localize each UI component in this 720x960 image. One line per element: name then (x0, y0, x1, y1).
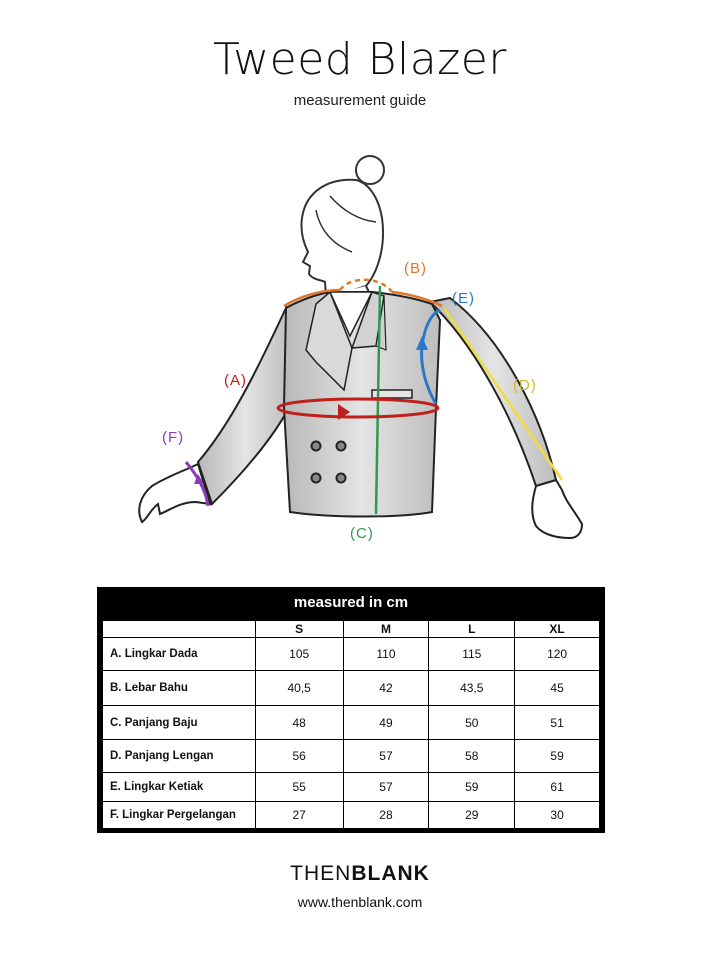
cell-value: 29 (429, 802, 515, 829)
cell-value: 43,5 (429, 671, 515, 706)
label-a: (A) (224, 372, 247, 389)
size-header-m: M (343, 621, 429, 638)
row-label: D. Panjang Lengan (103, 740, 256, 773)
brand-part-2: BLANK (351, 862, 430, 885)
cell-value: 45 (515, 671, 600, 706)
cell-value: 59 (515, 740, 600, 773)
cell-value: 42 (343, 671, 429, 706)
cell-value: 105 (255, 638, 343, 671)
cell-value: 51 (515, 706, 600, 740)
cell-value: 40,5 (255, 671, 343, 706)
row-label: C. Panjang Baju (103, 706, 256, 740)
label-d: (D) (513, 377, 537, 394)
page-title: Tweed Blazer (213, 34, 507, 85)
measure-line-d (444, 308, 562, 480)
table-row (103, 773, 600, 802)
cell-value: 120 (515, 638, 600, 671)
brand-part-1: THEN (290, 862, 352, 885)
cell-value: 48 (255, 706, 343, 740)
size-header-row (103, 621, 600, 638)
table-row (103, 638, 600, 671)
website-link[interactable]: www.thenblank.com (297, 894, 423, 910)
cell-value: 115 (429, 638, 515, 671)
cell-value: 61 (515, 773, 600, 802)
page-subtitle: measurement guide (293, 92, 427, 109)
label-b: (B) (404, 260, 427, 277)
label-c: (C) (350, 525, 374, 542)
right-arm (430, 298, 582, 538)
cell-value: 27 (255, 802, 343, 829)
table-row (103, 740, 600, 773)
table-row (103, 706, 600, 740)
brand-logo (0, 862, 720, 886)
table-row (103, 802, 600, 829)
table-row (103, 671, 600, 706)
cell-value: 56 (255, 740, 343, 773)
blazer-illustration (0, 140, 720, 560)
cell-value: 57 (343, 740, 429, 773)
cell-value: 110 (343, 638, 429, 671)
cell-value: 58 (429, 740, 515, 773)
cell-value: 49 (343, 706, 429, 740)
jacket-body (284, 292, 440, 517)
cell-value: 30 (515, 802, 600, 829)
label-f: (F) (162, 429, 185, 446)
size-chart-grid (102, 620, 600, 829)
row-label: F. Lingkar Pergelangan (103, 802, 256, 829)
cell-value: 59 (429, 773, 515, 802)
size-header-s: S (255, 621, 343, 638)
size-chart (97, 587, 605, 833)
size-chart-heading: measured in cm (293, 594, 409, 611)
size-header-xl: XL (515, 621, 600, 638)
row-label: A. Lingkar Dada (103, 638, 256, 671)
size-header-l: L (429, 621, 515, 638)
cell-value: 50 (429, 706, 515, 740)
cell-value: 55 (255, 773, 343, 802)
row-label: E. Lingkar Ketiak (103, 773, 256, 802)
size-header-empty (103, 621, 256, 638)
row-label: B. Lebar Bahu (103, 671, 256, 706)
label-e: (E) (452, 290, 475, 307)
left-arm (139, 308, 292, 522)
cell-value: 28 (343, 802, 429, 829)
cell-value: 57 (343, 773, 429, 802)
